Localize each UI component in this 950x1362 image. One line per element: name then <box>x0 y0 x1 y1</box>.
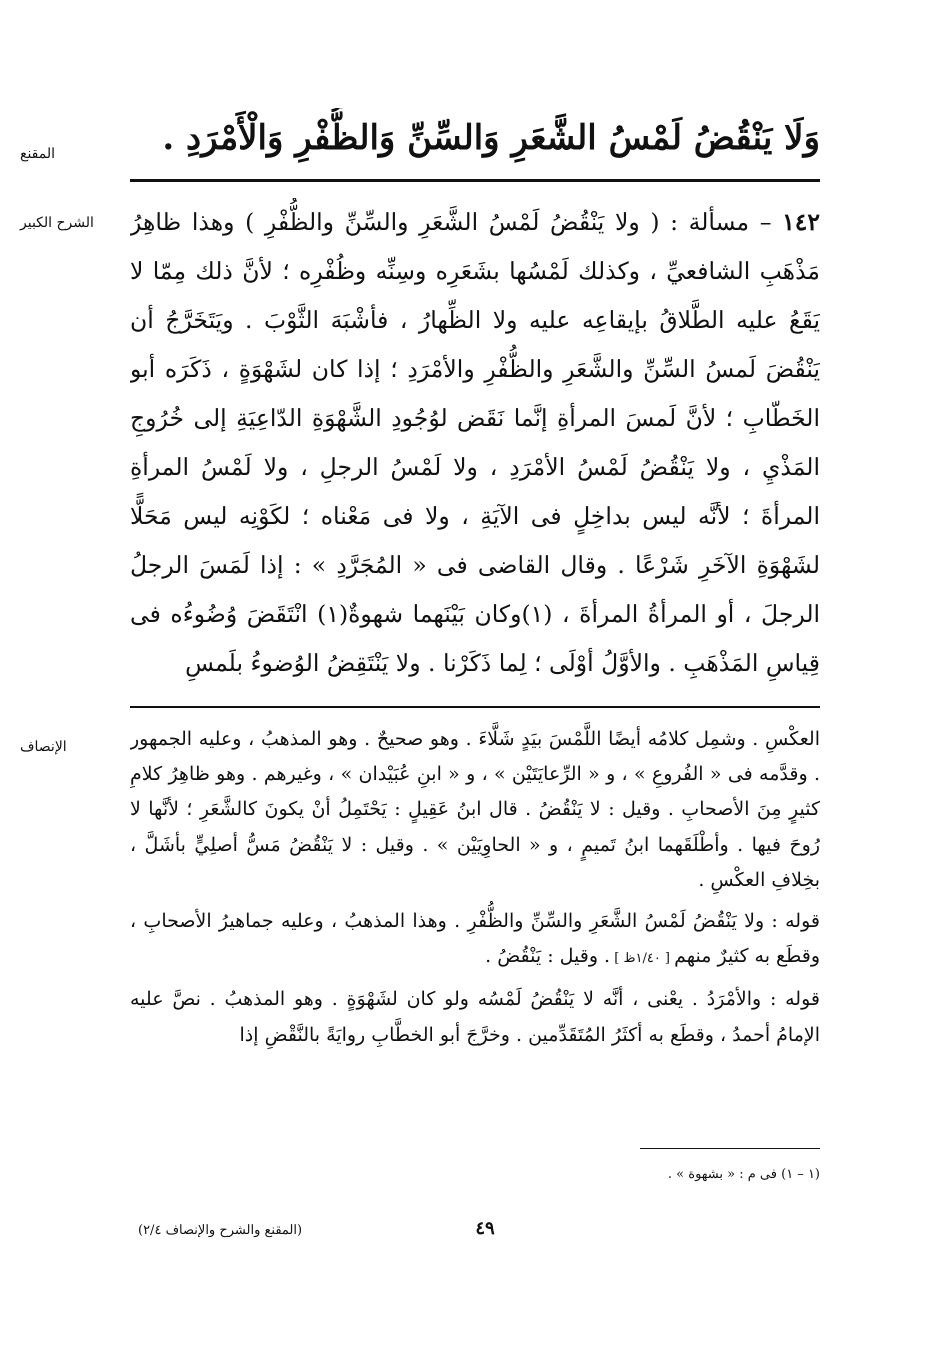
separator-rule-top <box>130 179 820 182</box>
side-label-muqni: المقنع <box>20 146 56 162</box>
insaf-paragraph-3: قوله : والأمْرَدُ . يعْنى ، أنَّه لا يَنْقُضُ لَمْسُه ولو كان لشَهْوَةٍ . وهو المذهبُ . نصَّ عليه الإمامُ أحمدُ ، وقطَع به أكثَرُ المُتَقَدِّمين . وخرَّجَ أبو الخطَّابِ روايَةً بالنَّقْضِ إذا <box>130 988 820 1046</box>
issue-number: ١٤٢ <box>782 208 820 236</box>
insaf-paragraph-2 <box>130 904 820 976</box>
running-footer: (المقنع والشرح والإنصاف ٢/٤) <box>138 1223 303 1238</box>
side-label-insaf: الإنصاف <box>20 739 67 755</box>
insaf-paragraph-2-end: . وقيل : يَنْقُضُ . <box>485 945 611 968</box>
sharh-commentary <box>130 198 820 688</box>
insaf-paragraph-1: العكْسِ . وشمِل كلامُه أيضًا اللَّمْسَ بيَدٍ شَلَّاءَ . وهو صحيحٌ . وهو المذهبُ ، وعليه الجمهور . وقدَّمه فى « الفُروعِ » ، و « الرِّعايَتَيْن » ، و « ابنِ عُبَيْدان » ، وغيرهم . وهو ظاهِرُ كلامِ كثيرٍ مِنَ الأصحابِ . وقيل : لا يَنْقُضُ . قال ابنُ عَقِيلٍ : يَحْتَمِلُ أنْ يكونَ كالشَّعَرِ ؛ لأنَّها لا رُوحَ فيها . وأطْلَقَهما ابنُ تَميمٍ ، و « الحاوِيَيْن » . وقيل : لا يَنْقُضُ مَسُّ أصلِيٍّ بأشَلَّ ، بخِلافِ العكْسِ . <box>130 728 820 891</box>
footnote-rule <box>640 1148 820 1149</box>
side-label-sharh: الشرح الكبير <box>20 215 94 231</box>
separator-rule-middle <box>130 706 820 708</box>
insaf-paragraph-2-text: قوله : ولا يَنْقُضُ لَمْسُ الشَّعَرِ والسِّنِّ والظُّفْرِ . وهذا المذهبُ ، وعليه جماهيرُ الأصحابِ ، وقطَع به كثيرٌ منهم <box>130 910 820 968</box>
insaf-commentary <box>130 722 820 1132</box>
manuscript-folio-marker: [ ١/٤٠ظ ] <box>610 951 675 967</box>
footnote: (١ – ١) فى م : « بشهوة » . <box>667 1167 820 1182</box>
matn-text: وَلَا يَنْقُضُ لَمْسُ الشَّعَرِ وَالسِّنِّ وَالظُّفْرِ وَالْأَمْرَدِ . <box>162 118 820 158</box>
sharh-text: – مسألة : ( ولا يَنْقُضُ لَمْسُ الشَّعَرِ والسِّنِّ والظُّفْرِ ) وهذا ظاهِرُ مَذْهَبِ الشافعيِّ ، وكذلك لَمْسُها بشَعَرِه وسِنِّه وظُفْرِه ؛ لأنَّ ذلك مِمّا لا يَقَعُ عليه الطَّلاقُ بإيقاعِه عليه ولا الظِّهارُ ، فأشْبَهَ الثَّوْبَ . ويَتَخَرَّجُ أن يَنْقُضَ لَمسُ السِّنِّ والشَّعَرِ والظُّفْرِ والأمْرَدِ ؛ إذا كان لشَهْوَةٍ ، ذَكَرَه أبو الخَطّابِ ؛ لأنَّ لَمسَ المرأةِ إنَّما نَقَض لوُجُودِ الشَّهْوَةِ الدّاعِيَةِ إلى خُرُوجِ المَذْيِ ، ولا يَنْقُضُ لَمْسُ الأمْرَدِ ، ولا لَمْسُ الرجلِ ، ولا لَمْسُ المرأةِ المرأةَ ؛ لأنَّه ليس بداخِلٍ فى الآيَةِ ، ولا فى مَعْناه ؛ لكَوْنِه ليس مَحَلًّا لشَهْوَةِ الآخَرِ شَرْعًا . وقال القاضى فى « المُجَرَّدِ » : إذا لَمَسَ الرجلُ الرجلَ ، أو المرأةُ المرأةَ ، (١)وكان بَيْنَهما شهوةٌ(١) انْتَقَضَ وُضُوءُه فى قِياسِ المَذْهَبِ . والأوَّلُ أوْلَى ؛ لِما ذَكَرْنا . ولا يَنْتَقِضُ الوُضوءُ بلَمسِ <box>130 208 820 677</box>
page-number: ٤٩ <box>475 1218 495 1239</box>
